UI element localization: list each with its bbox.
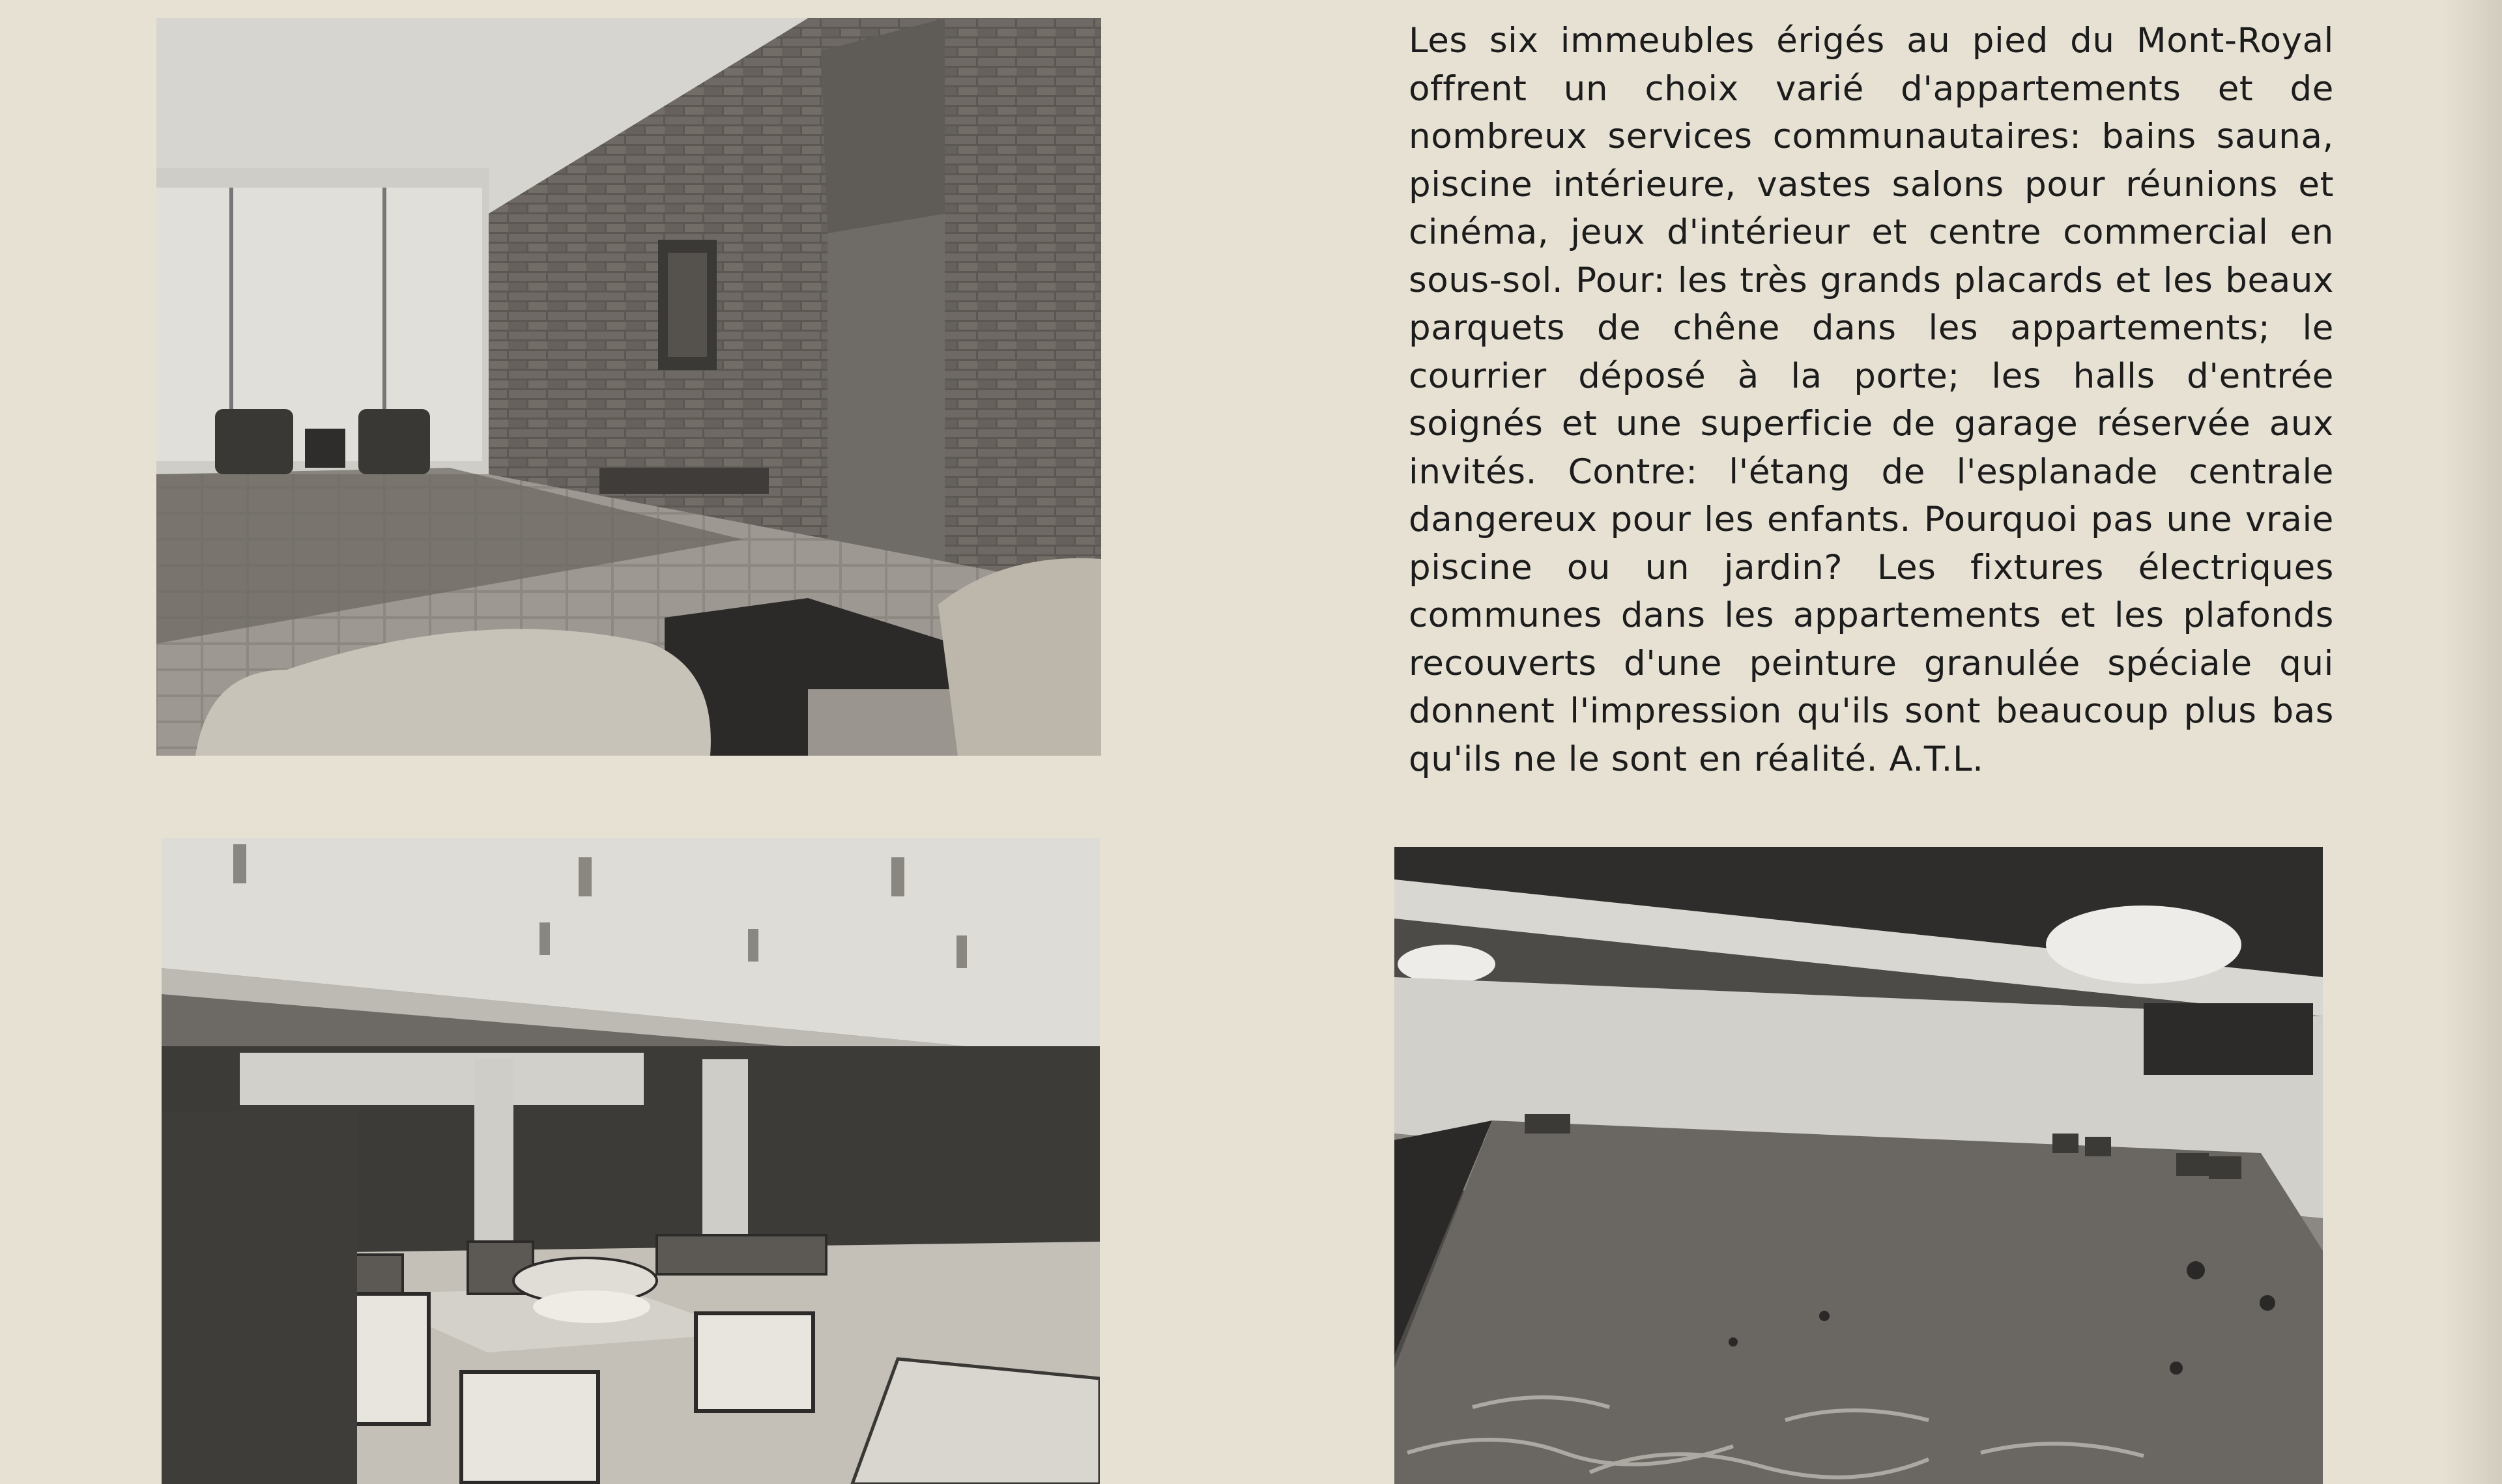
page-edge-shadow [2443, 0, 2502, 1484]
lounge-photo [162, 838, 1100, 1484]
lobby-photo [156, 18, 1101, 756]
article-text: Les six immeubles érigés au pied du Mont-Royal offrent un choix varié d'appartements et de nombreux services communautaires: bains sauna, piscine intérieure, vastes salons pour réunions et cinéma, jeux d'intérieur et centre commercial en sous-sol. Pour: les très grands placards et les beaux parquets de chêne dans les appartements; le courrier déposé à la porte; les halls d'entrée soignés et une superficie de garage réservée aux invités. Contre: l'étang de l'esplanade centrale dangereux pour les enfants. Pourquoi pas une vraie piscine ou un jardin? Les fixtures électriques communes dans les appartements et les plafonds recouverts d'une peinture granulée spéciale qui donnent l'impression qu'ils sont beaucoup plus bas qu'ils ne le sont en réalité. A.T.L. [1409, 21, 2334, 779]
pool-photo [1394, 847, 2323, 1484]
